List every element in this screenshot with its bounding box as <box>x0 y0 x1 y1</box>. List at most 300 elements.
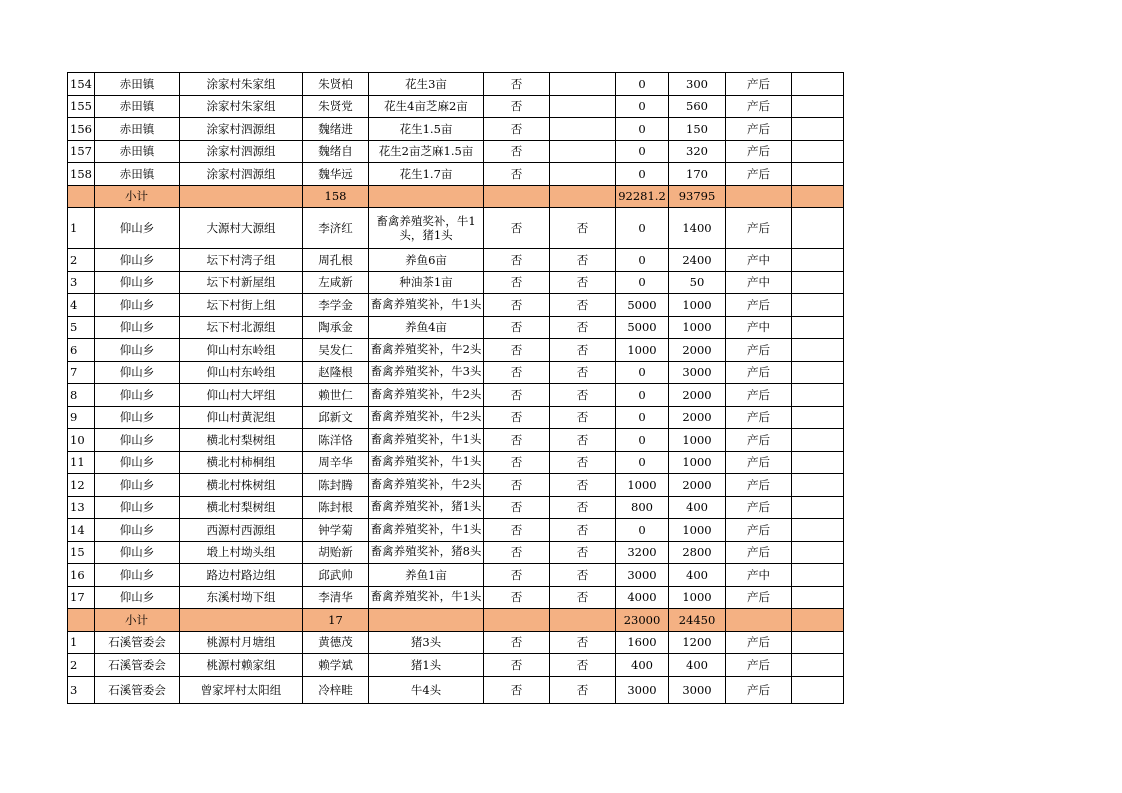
cell-town: 石溪管委会 <box>95 654 180 677</box>
cell-amount1: 0 <box>616 73 669 96</box>
cell-amount1: 800 <box>616 496 669 519</box>
cell-village: 大源村大源组 <box>180 208 303 249</box>
cell-amount1: 0 <box>616 451 669 474</box>
cell-flag2: 否 <box>550 429 616 452</box>
cell-village: 塅上村坳头组 <box>180 541 303 564</box>
table-row <box>68 118 844 141</box>
table-row <box>68 519 844 542</box>
cell-flag1: 否 <box>484 249 550 272</box>
cell-index: 10 <box>68 429 95 452</box>
cell-village: 坛下村湾子组 <box>180 249 303 272</box>
cell-name: 魏华远 <box>303 163 369 186</box>
cell-name: 陈洋恪 <box>303 429 369 452</box>
table-row <box>68 406 844 429</box>
cell-amount1: 0 <box>616 361 669 384</box>
cell-town: 小计 <box>95 185 180 208</box>
table-row <box>68 631 844 654</box>
cell-stage: 产后 <box>726 519 792 542</box>
cell-note <box>792 451 844 474</box>
cell-note <box>792 361 844 384</box>
cell-item: 猪3头 <box>369 631 484 654</box>
cell-village: 仰山村东岭组 <box>180 361 303 384</box>
cell-amount1: 3000 <box>616 564 669 587</box>
cell-village: 横北村柿桐组 <box>180 451 303 474</box>
cell-flag2 <box>550 185 616 208</box>
cell-flag1: 否 <box>484 95 550 118</box>
cell-name: 陈封根 <box>303 496 369 519</box>
cell-amount2: 150 <box>669 118 726 141</box>
cell-amount2: 2000 <box>669 474 726 497</box>
cell-item <box>369 496 484 519</box>
table-body <box>68 73 844 704</box>
cell-village: 涂家村朱家组 <box>180 95 303 118</box>
cell-note <box>792 676 844 703</box>
cell-flag1: 否 <box>484 316 550 339</box>
cell-village: 西源村西源组 <box>180 519 303 542</box>
cell-town: 仰山乡 <box>95 208 180 249</box>
cell-flag2: 否 <box>550 361 616 384</box>
cell-note <box>792 631 844 654</box>
cell-amount2: 1000 <box>669 429 726 452</box>
cell-town: 石溪管委会 <box>95 631 180 654</box>
table-row <box>68 541 844 564</box>
cell-flag1: 否 <box>484 118 550 141</box>
cell-amount2: 170 <box>669 163 726 186</box>
cell-amount2: 400 <box>669 654 726 677</box>
cell-stage: 产后 <box>726 339 792 362</box>
cell-flag1: 否 <box>484 631 550 654</box>
cell-amount1: 0 <box>616 519 669 542</box>
cell-item: 花生4亩芝麻2亩 <box>369 95 484 118</box>
cell-amount1: 5000 <box>616 294 669 317</box>
cell-village: 坛下村北源组 <box>180 316 303 339</box>
cell-town: 赤田镇 <box>95 118 180 141</box>
cell-amount1: 0 <box>616 384 669 407</box>
cell-item-text: 畜禽养殖奖补，牛2头 <box>370 476 482 491</box>
cell-index: 12 <box>68 474 95 497</box>
cell-flag1: 否 <box>484 384 550 407</box>
cell-flag1: 否 <box>484 339 550 362</box>
cell-flag1: 否 <box>484 271 550 294</box>
table-row <box>68 339 844 362</box>
cell-stage: 产后 <box>726 474 792 497</box>
cell-stage: 产中 <box>726 316 792 339</box>
cell-item: 花生3亩 <box>369 73 484 96</box>
cell-flag2 <box>550 73 616 96</box>
cell-name: 陈封腾 <box>303 474 369 497</box>
cell-town: 赤田镇 <box>95 73 180 96</box>
cell-item <box>369 474 484 497</box>
cell-item <box>369 384 484 407</box>
cell-town: 仰山乡 <box>95 249 180 272</box>
cell-name: 赖学斌 <box>303 654 369 677</box>
cell-item-text: 畜禽养殖奖补，牛2头 <box>370 409 482 424</box>
table-row <box>68 474 844 497</box>
cell-index: 156 <box>68 118 95 141</box>
cell-stage <box>726 185 792 208</box>
cell-item: 畜禽养殖奖补，牛1头，猪1头 <box>369 208 484 249</box>
cell-name: 17 <box>303 609 369 632</box>
cell-index: 17 <box>68 586 95 609</box>
cell-flag2: 否 <box>550 519 616 542</box>
table-row <box>68 271 844 294</box>
cell-name: 冷梓畦 <box>303 676 369 703</box>
cell-flag1: 否 <box>484 541 550 564</box>
cell-amount1: 0 <box>616 429 669 452</box>
cell-note <box>792 140 844 163</box>
cell-note <box>792 429 844 452</box>
cell-village: 仰山村东岭组 <box>180 339 303 362</box>
cell-town: 仰山乡 <box>95 384 180 407</box>
cell-note <box>792 496 844 519</box>
cell-item-text: 畜禽养殖奖补，牛1头 <box>370 589 482 604</box>
cell-note <box>792 564 844 587</box>
cell-amount1: 1000 <box>616 474 669 497</box>
table-row <box>68 316 844 339</box>
cell-name: 陶承金 <box>303 316 369 339</box>
cell-town: 小计 <box>95 609 180 632</box>
cell-amount2: 50 <box>669 271 726 294</box>
cell-item-text: 畜禽养殖奖补，牛3头 <box>370 364 482 379</box>
cell-village: 横北村梨树组 <box>180 429 303 452</box>
cell-note <box>792 609 844 632</box>
cell-village: 横北村株树组 <box>180 474 303 497</box>
spreadsheet-table <box>67 72 844 704</box>
cell-flag1: 否 <box>484 564 550 587</box>
cell-flag2: 否 <box>550 339 616 362</box>
cell-item: 养鱼4亩 <box>369 316 484 339</box>
table-row <box>68 95 844 118</box>
cell-stage: 产后 <box>726 140 792 163</box>
cell-town: 仰山乡 <box>95 429 180 452</box>
cell-name: 胡贻新 <box>303 541 369 564</box>
cell-stage: 产后 <box>726 631 792 654</box>
cell-item-text: 畜禽养殖奖补，猪8头 <box>370 544 482 559</box>
cell-item: 牛4头 <box>369 676 484 703</box>
table-row <box>68 564 844 587</box>
cell-flag2: 否 <box>550 474 616 497</box>
cell-flag2 <box>550 140 616 163</box>
cell-village: 涂家村泗源组 <box>180 118 303 141</box>
cell-stage: 产后 <box>726 586 792 609</box>
cell-item: 养鱼6亩 <box>369 249 484 272</box>
cell-flag2: 否 <box>550 384 616 407</box>
cell-amount2: 2000 <box>669 384 726 407</box>
cell-name: 158 <box>303 185 369 208</box>
cell-flag1: 否 <box>484 586 550 609</box>
cell-item <box>369 541 484 564</box>
subtotal-row <box>68 609 844 632</box>
cell-name: 朱贤柏 <box>303 73 369 96</box>
cell-index: 1 <box>68 208 95 249</box>
cell-item <box>369 519 484 542</box>
cell-index: 5 <box>68 316 95 339</box>
cell-stage: 产后 <box>726 676 792 703</box>
cell-index: 8 <box>68 384 95 407</box>
cell-item <box>369 586 484 609</box>
cell-index: 154 <box>68 73 95 96</box>
cell-item: 养鱼1亩 <box>369 564 484 587</box>
cell-stage: 产后 <box>726 496 792 519</box>
cell-amount2: 2800 <box>669 541 726 564</box>
cell-stage: 产后 <box>726 294 792 317</box>
cell-note <box>792 474 844 497</box>
cell-stage: 产后 <box>726 361 792 384</box>
cell-item <box>369 185 484 208</box>
cell-town: 赤田镇 <box>95 163 180 186</box>
cell-town: 仰山乡 <box>95 451 180 474</box>
cell-amount2: 1400 <box>669 208 726 249</box>
cell-amount2: 560 <box>669 95 726 118</box>
cell-index: 6 <box>68 339 95 362</box>
cell-stage <box>726 609 792 632</box>
cell-stage: 产后 <box>726 384 792 407</box>
cell-amount2: 3000 <box>669 361 726 384</box>
cell-town: 仰山乡 <box>95 496 180 519</box>
cell-village: 仰山村黄泥组 <box>180 406 303 429</box>
cell-amount2: 1200 <box>669 631 726 654</box>
cell-item-text: 畜禽养殖奖补，牛1头 <box>370 454 482 469</box>
cell-item: 猪1头 <box>369 654 484 677</box>
cell-flag1: 否 <box>484 294 550 317</box>
cell-note <box>792 249 844 272</box>
cell-amount2: 400 <box>669 564 726 587</box>
cell-amount1: 1600 <box>616 631 669 654</box>
cell-town: 赤田镇 <box>95 140 180 163</box>
cell-amount2: 1000 <box>669 451 726 474</box>
cell-village: 路边村路边组 <box>180 564 303 587</box>
cell-item <box>369 361 484 384</box>
table-row <box>68 586 844 609</box>
cell-amount2: 400 <box>669 496 726 519</box>
cell-flag2: 否 <box>550 564 616 587</box>
cell-amount2: 1000 <box>669 294 726 317</box>
cell-flag2: 否 <box>550 496 616 519</box>
cell-amount1: 1000 <box>616 339 669 362</box>
cell-name: 钟学菊 <box>303 519 369 542</box>
cell-flag1: 否 <box>484 73 550 96</box>
cell-flag2: 否 <box>550 208 616 249</box>
cell-village: 曾家坪村太阳组 <box>180 676 303 703</box>
cell-flag1: 否 <box>484 140 550 163</box>
table-row <box>68 140 844 163</box>
cell-amount1: 0 <box>616 271 669 294</box>
cell-index: 13 <box>68 496 95 519</box>
cell-stage: 产后 <box>726 95 792 118</box>
cell-flag2: 否 <box>550 654 616 677</box>
table-row <box>68 73 844 96</box>
table-row <box>68 384 844 407</box>
cell-item: 花生1.5亩 <box>369 118 484 141</box>
cell-flag1: 否 <box>484 496 550 519</box>
cell-note <box>792 73 844 96</box>
cell-index: 157 <box>68 140 95 163</box>
cell-amount2: 2000 <box>669 339 726 362</box>
cell-flag1: 否 <box>484 654 550 677</box>
cell-item-text: 畜禽养殖奖补，牛1头 <box>370 296 482 311</box>
subtotal-row <box>68 185 844 208</box>
cell-village <box>180 185 303 208</box>
cell-index: 14 <box>68 519 95 542</box>
cell-stage: 产后 <box>726 451 792 474</box>
cell-flag1 <box>484 609 550 632</box>
cell-item-text: 畜禽养殖奖补，牛1头 <box>370 521 482 536</box>
cell-index: 4 <box>68 294 95 317</box>
cell-flag1: 否 <box>484 474 550 497</box>
cell-amount1: 23000 <box>616 609 669 632</box>
cell-index: 7 <box>68 361 95 384</box>
cell-village: 桃源村赖家组 <box>180 654 303 677</box>
cell-index: 9 <box>68 406 95 429</box>
cell-note <box>792 271 844 294</box>
cell-name: 李学金 <box>303 294 369 317</box>
cell-flag2: 否 <box>550 316 616 339</box>
cell-town: 仰山乡 <box>95 541 180 564</box>
cell-village: 横北村梨树组 <box>180 496 303 519</box>
cell-town: 仰山乡 <box>95 519 180 542</box>
table-row <box>68 163 844 186</box>
table-row <box>68 294 844 317</box>
cell-item-text: 畜禽养殖奖补，牛2头 <box>370 341 482 356</box>
cell-village: 涂家村泗源组 <box>180 140 303 163</box>
table-row <box>68 361 844 384</box>
cell-name: 邱武帅 <box>303 564 369 587</box>
cell-item-text: 畜禽养殖奖补，牛1头 <box>370 431 482 446</box>
cell-amount1: 0 <box>616 95 669 118</box>
cell-town: 仰山乡 <box>95 339 180 362</box>
cell-item: 种油茶1亩 <box>369 271 484 294</box>
cell-amount2: 1000 <box>669 519 726 542</box>
cell-index: 3 <box>68 676 95 703</box>
cell-index: 155 <box>68 95 95 118</box>
cell-flag1: 否 <box>484 519 550 542</box>
cell-village: 仰山村大坪组 <box>180 384 303 407</box>
cell-flag2: 否 <box>550 249 616 272</box>
cell-index <box>68 609 95 632</box>
cell-amount2: 2000 <box>669 406 726 429</box>
cell-index: 15 <box>68 541 95 564</box>
cell-amount1: 0 <box>616 406 669 429</box>
cell-amount1: 4000 <box>616 586 669 609</box>
cell-note <box>792 163 844 186</box>
cell-name: 李清华 <box>303 586 369 609</box>
cell-name: 李济红 <box>303 208 369 249</box>
cell-stage: 产后 <box>726 118 792 141</box>
cell-note <box>792 95 844 118</box>
cell-flag2 <box>550 118 616 141</box>
cell-village: 涂家村泗源组 <box>180 163 303 186</box>
cell-village: 坛下村街上组 <box>180 294 303 317</box>
cell-item <box>369 451 484 474</box>
cell-note <box>792 208 844 249</box>
cell-town: 仰山乡 <box>95 474 180 497</box>
cell-name: 吴发仁 <box>303 339 369 362</box>
cell-note <box>792 316 844 339</box>
cell-item <box>369 339 484 362</box>
cell-stage: 产中 <box>726 249 792 272</box>
cell-name: 赖世仁 <box>303 384 369 407</box>
cell-name: 朱贤党 <box>303 95 369 118</box>
cell-note <box>792 541 844 564</box>
cell-amount2: 3000 <box>669 676 726 703</box>
cell-item <box>369 429 484 452</box>
cell-amount2: 1000 <box>669 586 726 609</box>
cell-town: 仰山乡 <box>95 271 180 294</box>
cell-village: 东溪村坳下组 <box>180 586 303 609</box>
cell-name: 黄德茂 <box>303 631 369 654</box>
cell-amount2: 24450 <box>669 609 726 632</box>
cell-note <box>792 384 844 407</box>
cell-index: 2 <box>68 654 95 677</box>
cell-item <box>369 609 484 632</box>
cell-town: 仰山乡 <box>95 406 180 429</box>
cell-index <box>68 185 95 208</box>
cell-town: 石溪管委会 <box>95 676 180 703</box>
cell-town: 赤田镇 <box>95 95 180 118</box>
table-row <box>68 676 844 703</box>
cell-town: 仰山乡 <box>95 361 180 384</box>
cell-index: 1 <box>68 631 95 654</box>
cell-village: 涂家村朱家组 <box>180 73 303 96</box>
cell-stage: 产后 <box>726 406 792 429</box>
cell-town: 仰山乡 <box>95 294 180 317</box>
cell-note <box>792 339 844 362</box>
cell-amount2: 2400 <box>669 249 726 272</box>
cell-flag2: 否 <box>550 631 616 654</box>
cell-amount1: 0 <box>616 249 669 272</box>
cell-index: 3 <box>68 271 95 294</box>
cell-stage: 产后 <box>726 654 792 677</box>
cell-amount1: 0 <box>616 163 669 186</box>
cell-amount1: 400 <box>616 654 669 677</box>
cell-item-text: 畜禽养殖奖补，猪1头 <box>370 499 482 514</box>
table-row <box>68 208 844 249</box>
cell-stage: 产后 <box>726 73 792 96</box>
cell-item: 花生1.7亩 <box>369 163 484 186</box>
cell-flag2: 否 <box>550 294 616 317</box>
cell-item <box>369 406 484 429</box>
cell-item <box>369 294 484 317</box>
cell-name: 左咸新 <box>303 271 369 294</box>
cell-flag2: 否 <box>550 271 616 294</box>
table-row <box>68 249 844 272</box>
cell-flag1: 否 <box>484 451 550 474</box>
table-row <box>68 496 844 519</box>
cell-flag1: 否 <box>484 429 550 452</box>
cell-stage: 产后 <box>726 541 792 564</box>
cell-note <box>792 406 844 429</box>
cell-amount1: 0 <box>616 208 669 249</box>
cell-flag2 <box>550 163 616 186</box>
cell-name: 魏绪进 <box>303 118 369 141</box>
cell-flag2 <box>550 95 616 118</box>
cell-name: 周孔根 <box>303 249 369 272</box>
cell-item: 花生2亩芝麻1.5亩 <box>369 140 484 163</box>
cell-stage: 产中 <box>726 271 792 294</box>
cell-amount1: 5000 <box>616 316 669 339</box>
cell-note <box>792 118 844 141</box>
cell-flag2: 否 <box>550 406 616 429</box>
cell-note <box>792 294 844 317</box>
cell-town: 仰山乡 <box>95 586 180 609</box>
cell-amount1: 0 <box>616 140 669 163</box>
cell-amount1: 3200 <box>616 541 669 564</box>
table-row <box>68 654 844 677</box>
cell-amount2: 93795 <box>669 185 726 208</box>
cell-note <box>792 586 844 609</box>
cell-flag2 <box>550 609 616 632</box>
cell-index: 158 <box>68 163 95 186</box>
